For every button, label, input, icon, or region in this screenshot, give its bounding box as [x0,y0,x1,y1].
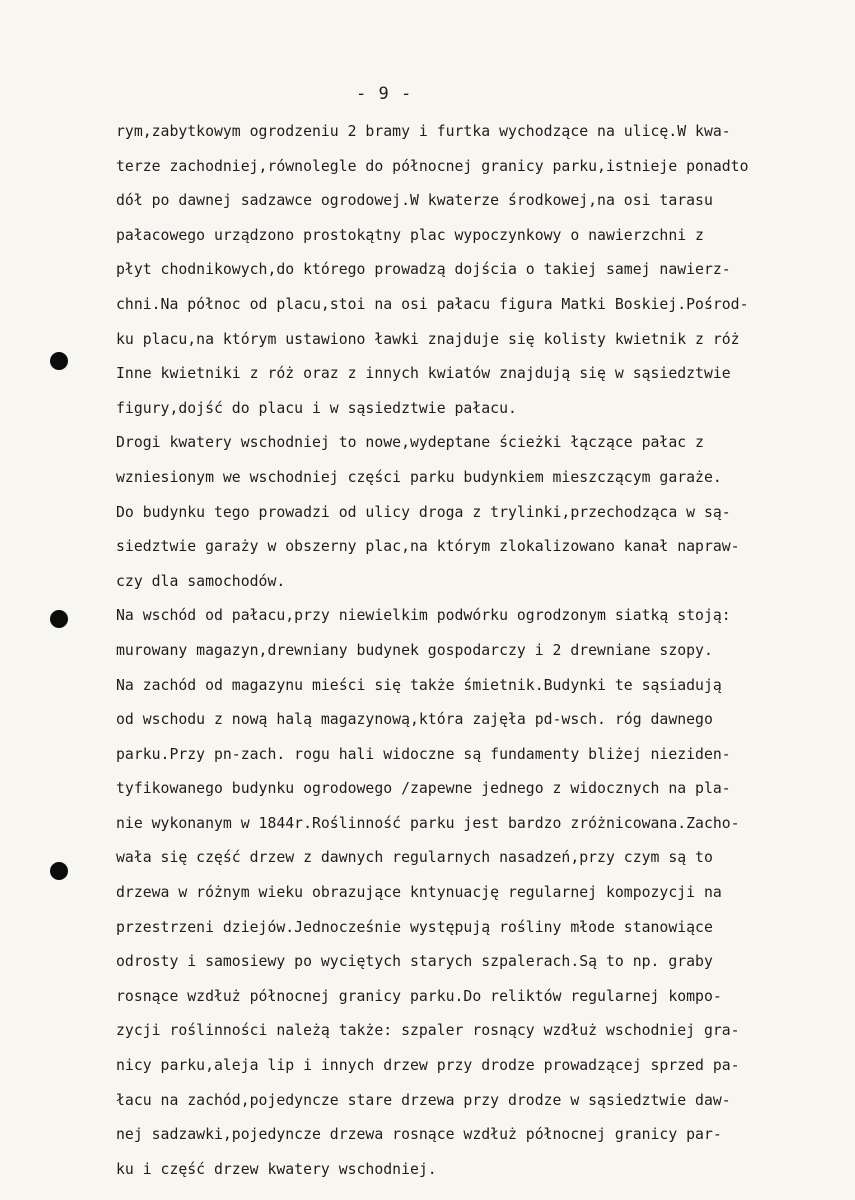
text-line: Inne kwietniki z róż oraz z innych kwiatów znajdują się w sąsiedztwie [116,365,731,383]
text-line: pałacowego urządzono prostokątny plac wypoczynkowy o nawierzchni z [116,226,704,244]
text-line: Do budynku tego prowadzi od ulicy droga z trylinki,przechodząca w są- [116,503,731,521]
text-line: dół po dawnej sadzawce ogrodowej.W kwaterze środkowej,na osi tarasu [116,192,713,210]
text-line: drzewa w różnym wieku obrazujące kntynuację regularnej kompozycji na [116,884,722,902]
text-line: czy dla samochodów. [116,572,286,590]
text-line: terze zachodniej,równolegle do północnej granicy parku,istnieje ponadto [116,157,749,175]
text-line: ku placu,na którym ustawiono ławki znajduje się kolisty kwietnik z róż [116,330,740,348]
text-line: ku i część drzew kwatery wschodniej. [116,1160,437,1178]
text-line: łacu na zachód,pojedyncze stare drzewa przy drodze w sąsiedztwie daw- [116,1091,731,1109]
text-line: parku.Przy pn-zach. rogu hali widoczne są fundamenty bliżej nieziden- [116,745,731,763]
text-line: od wschodu z nową halą magazynową,która zajęła pd-wsch. róg dawnego [116,711,713,729]
punch-hole-top [50,352,68,370]
text-line: siedztwie garaży w obszerny plac,na którym zlokalizowano kanał napraw- [116,538,740,556]
text-line: chni.Na północ od placu,stoi na osi pałacu figura Matki Boskiej.Pośrod- [116,295,749,313]
text-line: Na zachód od magazynu mieści się także śmietnik.Budynki te sąsiadują [116,676,722,694]
text-line: tyfikowanego budynku ogrodowego /zapewne jednego z widocznych na pla- [116,780,731,798]
text-line: przestrzeni dziejów.Jednocześnie występują rośliny młode stanowiące [116,918,713,936]
text-line: zycji roślinności należą także: szpaler rosnący wzdłuż wschodniej gra- [116,1022,740,1040]
text-line: figury,dojść do placu i w sąsiedztwie pałacu. [116,399,517,417]
text-line: nicy parku,aleja lip i innych drzew przy drodze prowadzącej sprzed pa- [116,1057,740,1075]
text-line: płyt chodnikowych,do którego prowadzą dojścia o takiej samej nawierz- [116,261,731,279]
text-line: Drogi kwatery wschodniej to nowe,wydeptane ścieżki łączące pałac z [116,434,704,452]
body-text [116,115,844,1187]
text-line: rym,zabytkowym ogrodzeniu 2 bramy i furtka wychodzące na ulicę.W kwa- [116,123,731,140]
punch-hole-middle [50,610,68,628]
text-line: murowany magazyn,drewniany budynek gospodarczy i 2 drewniane szopy. [116,641,713,659]
text-line: odrosty i samosiewy po wyciętych starych szpalerach.Są to np. graby [116,953,713,971]
punch-hole-bottom [50,862,68,880]
text-line: nie wykonanym w 1844r.Roślinność parku jest bardzo zróżnicowana.Zacho- [116,814,740,832]
text-line: nej sadzawki,pojedyncze drzewa rosnące wzdłuż północnej granicy par- [116,1126,722,1144]
page-number: - 9 - [356,84,413,104]
text-line: wała się część drzew z dawnych regularnych nasadzeń,przy czym są to [116,849,713,867]
text-line: rosnące wzdłuż północnej granicy parku.Do reliktów regularnej kompo- [116,987,722,1005]
text-line: Na wschód od pałacu,przy niewielkim podwórku ogrodzonym siatką stoją: [116,607,731,625]
text-line: wzniesionym we wschodniej części parku budynkiem mieszczącym garaże. [116,468,722,486]
